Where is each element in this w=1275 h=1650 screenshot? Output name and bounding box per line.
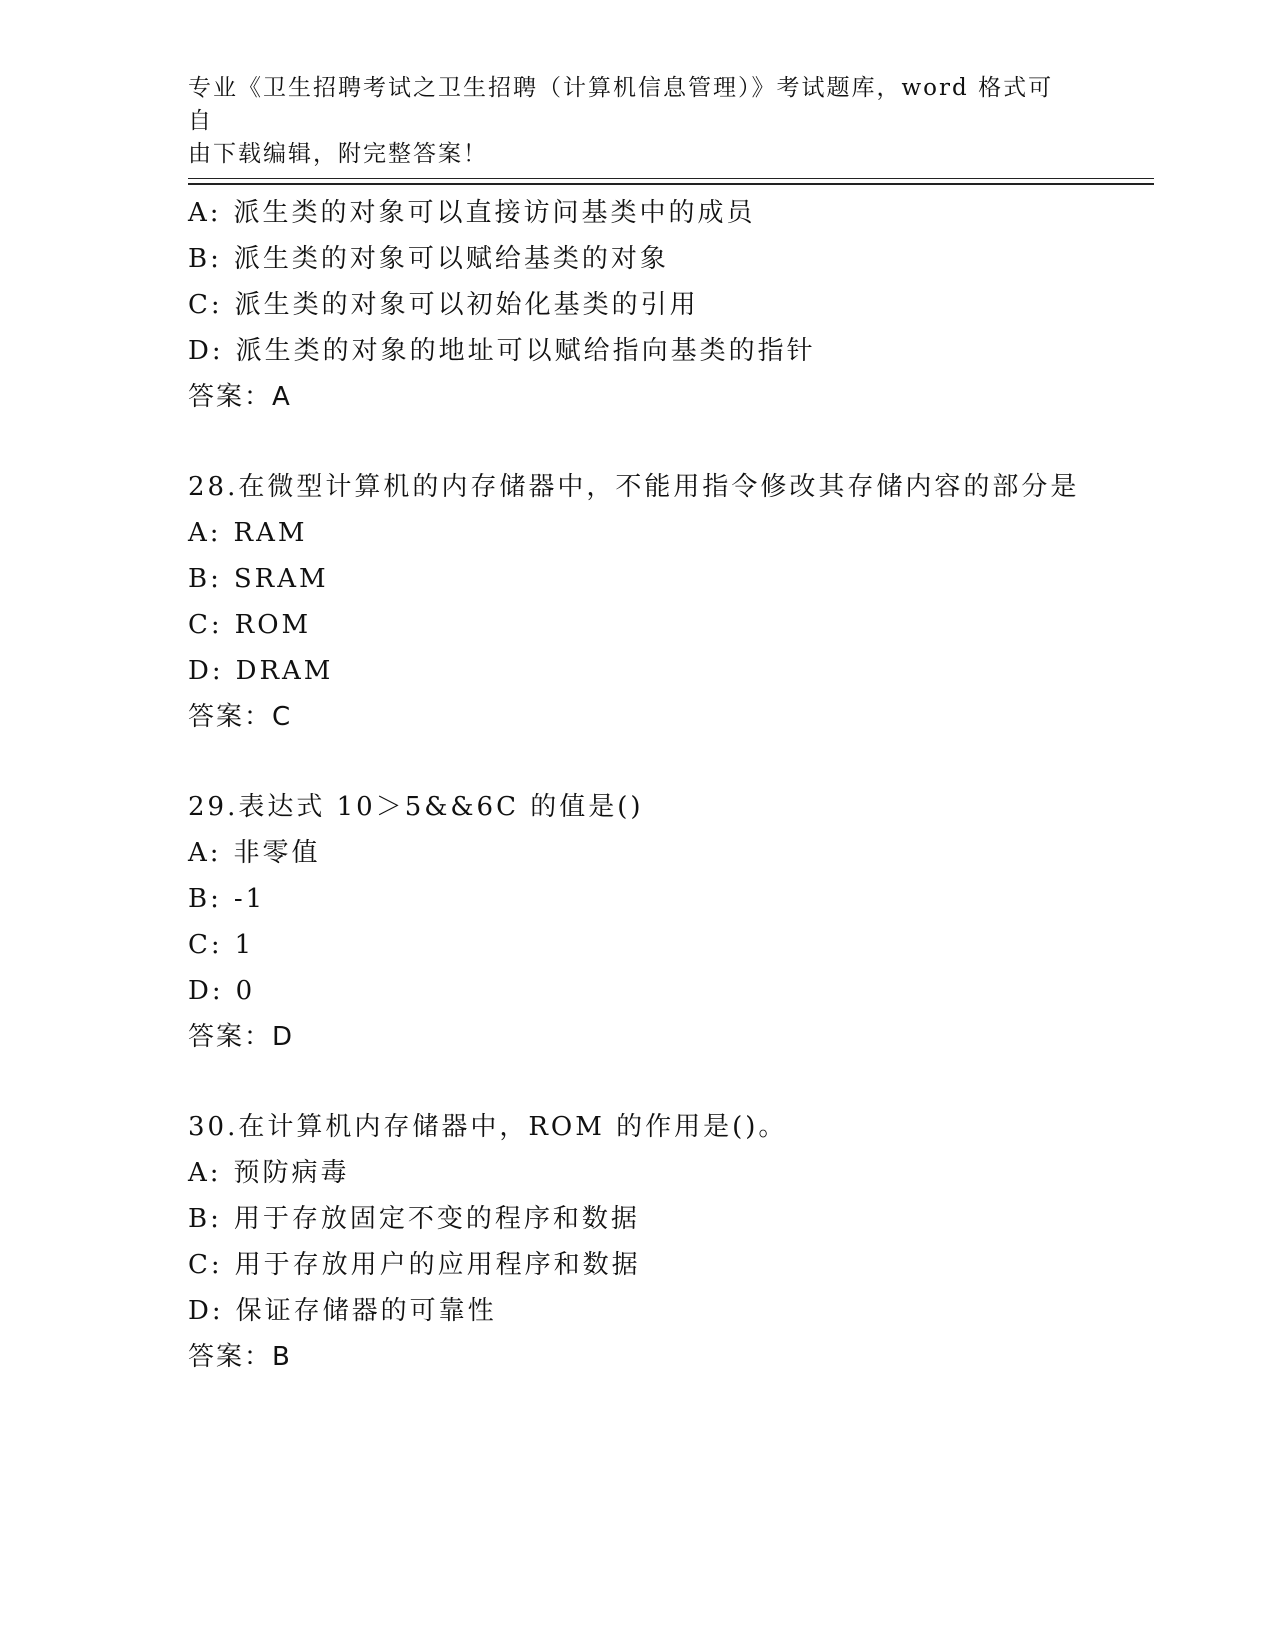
option-text: 派生类的对象可以直接访问基类中的成员 [233,198,756,228]
document-header [188,72,1068,171]
option-text: ROM [234,610,312,640]
option-letter: A: [188,198,222,228]
header-divider-thick [188,183,1154,185]
option-b [188,236,1148,282]
option-text: 1 [234,930,255,960]
option-text: DRAM [235,656,334,686]
option-letter: C: [188,610,223,640]
block-spacer [188,420,1148,464]
option-letter: C: [188,930,223,960]
option-d [188,648,1148,694]
option-letter: C: [188,290,223,320]
option-text: SRAM [233,564,329,594]
option-text: 派生类的对象可以初始化基类的引用 [234,290,699,320]
option-letter: B: [188,1204,222,1234]
question-block-29 [188,784,1148,1060]
option-text: -1 [233,884,266,914]
option-a [188,190,1148,236]
option-letter: D: [188,656,224,686]
option-letter: D: [188,1296,224,1326]
question-text: 30.在计算机内存储器中，ROM 的作用是()。 [188,1112,788,1142]
option-letter: B: [188,244,222,274]
option-text: 派生类的对象可以赋给基类的对象 [233,244,669,274]
question-list [188,190,1148,1380]
question-text: 29.表达式 10＞5&&6C 的值是() [188,792,644,822]
option-letter: A: [188,1158,222,1188]
option-b [188,876,1148,922]
option-a [188,510,1148,556]
option-d [188,328,1148,374]
option-letter: B: [188,884,222,914]
answer-line: 答案：A [188,382,292,412]
option-a [188,1150,1148,1196]
question-text: 28.在微型计算机的内存储器中，不能用指令修改其存储内容的部分是 [188,472,1080,502]
option-b [188,1196,1148,1242]
option-d [188,1288,1148,1334]
header-line-2: 由下载编辑，附完整答案！ [188,141,488,167]
header-divider-thin [188,178,1154,179]
option-c [188,602,1148,648]
option-letter: D: [188,976,224,1006]
option-b [188,556,1148,602]
option-d [188,968,1148,1014]
question-block-28 [188,464,1148,740]
option-c [188,282,1148,328]
option-letter: B: [188,564,222,594]
option-c [188,1242,1148,1288]
option-c [188,922,1148,968]
question-block-30 [188,1104,1148,1380]
option-text: 预防病毒 [233,1158,350,1188]
header-line-1: 专业《卫生招聘考试之卫生招聘（计算机信息管理）》考试题库，word 格式可自 [188,75,1054,134]
option-letter: A: [188,518,222,548]
option-text: 用于存放用户的应用程序和数据 [234,1250,641,1280]
block-spacer [188,740,1148,784]
option-text: RAM [233,518,308,548]
option-text: 派生类的对象的地址可以赋给指向基类的指针 [235,336,816,366]
answer-line: 答案：B [188,1342,292,1372]
option-text: 用于存放固定不变的程序和数据 [233,1204,640,1234]
option-text: 保证存储器的可靠性 [235,1296,497,1326]
option-letter: D: [188,336,224,366]
option-a [188,830,1148,876]
question-block-27 [188,190,1148,420]
option-letter: C: [188,1250,223,1280]
answer-line: 答案：C [188,702,293,732]
option-text: 非零值 [233,838,321,868]
block-spacer [188,1060,1148,1104]
option-letter: A: [188,838,222,868]
option-text: 0 [235,976,256,1006]
answer-line: 答案：D [188,1022,295,1052]
